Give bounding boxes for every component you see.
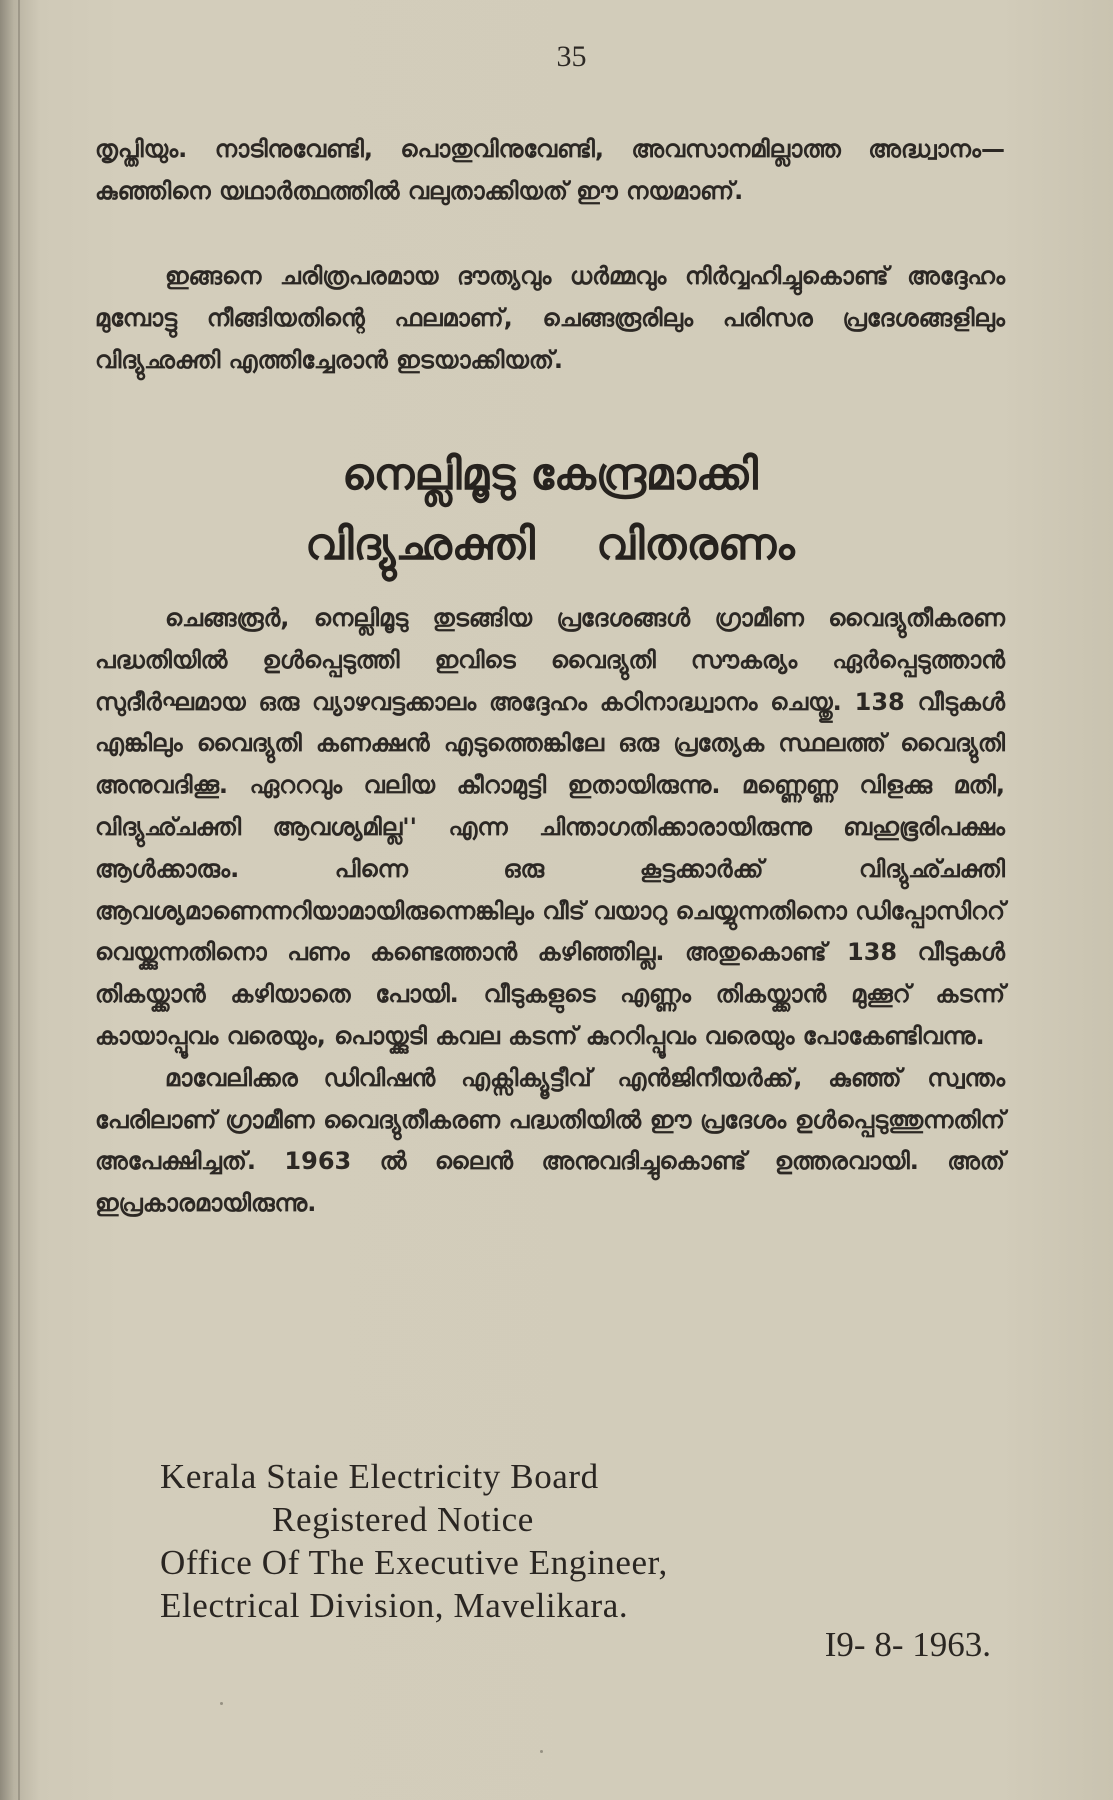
page-number: 35 — [556, 40, 587, 73]
paragraph-text: തൃപ്തിയും. നാടിനുവേണ്ടി, പൊതുവിനുവേണ്ടി, അവസാനമില്ലാത്ത അദ്ധ്വാനം—കുഞ്ഞിനെ യഥാർത്ഥത്തിൽ വലുതാക്കിയത് ഈ നയമാണ്. — [95, 135, 1005, 205]
paragraph-continuation — [95, 128, 1005, 212]
paper-speck — [540, 1750, 543, 1753]
section-body — [95, 598, 1005, 1225]
kseb-notice-header — [160, 1455, 668, 1627]
paragraph-text: ഇങ്ങനെ ചരിത്രപരമായ ദൗത്യവും ധർമ്മവും നിർവ്വഹിച്ചുകൊണ്ട് അദ്ദേഹം മുമ്പോട്ടു നീങ്ങിയതിന്റെ ഫലമാണ്, ചെങ്ങരൂരിലും പരിസര പ്രദേശങ്ങളിലും വിദ്യുഛക്തി എത്തിച്ചേരാൻ ഇടയാക്കിയത്. — [95, 262, 1005, 374]
heading-line-2: വിദ്യുഛക്തി വിതരണം — [305, 519, 795, 570]
binding-gutter — [18, 0, 20, 1800]
notice-division: Electrical Division, Mavelikara. — [160, 1586, 629, 1625]
notice-office: Office Of The Executive Engineer, — [160, 1543, 668, 1582]
notice-date: I9- 8- 1963. — [824, 1625, 991, 1664]
notice-type: Registered Notice — [272, 1500, 534, 1539]
notice-org: Kerala Staie Electricity Board — [160, 1457, 599, 1496]
section-heading — [95, 440, 1005, 580]
paragraph-application: മാവേലിക്കര ഡിവിഷൻ എക്സിക്യൂട്ടീവ് എൻജിനീയർക്ക്, കുഞ്ഞ് സ്വന്തം പേരിലാണ് ഗ്രാമീണ വൈദ്യുതീകരണ പദ്ധതിയിൽ ഈ പ്രദേശം ഉൾപ്പെടുത്തുന്നതിന് അപേക്ഷിച്ചത്. 1963 ൽ ലൈൻ അനുവദിച്ചുകൊണ്ട് ഉത്തരവായി. അത് ഇപ്രകാരമായിരുന്നു. — [95, 1063, 1005, 1218]
paper-speck — [220, 1702, 223, 1705]
heading-line-1: നെല്ലിമൂടു കേന്ദ്രമാക്കി — [342, 449, 758, 500]
paragraph-mission — [95, 255, 1005, 381]
paragraph-electrification: ചെങ്ങരൂർ, നെല്ലിമൂടു തുടങ്ങിയ പ്രദേശങ്ങൾ ഗ്രാമീണ വൈദ്യുതീകരണ പദ്ധതിയിൽ ഉൾപ്പെടുത്തി ഇവിടെ വൈദ്യുതി സൗകര്യം ഏർപ്പെടുത്താൻ സുദീർഘമായ ഒരു വ്യാഴവട്ടക്കാലം അദ്ദേഹം കഠിനാദ്ധ്വാനം ചെയ്തു. 138 വീടുകൾ എങ്കിലും വൈദ്യുതി കണക്ഷൻ എടുത്തെങ്കിലേ ഒരു പ്രത്യേക സ്ഥലത്ത് വൈദ്യുതി അനുവദിക്കൂ. ഏററവും വലിയ കീറാമുട്ടി ഇതായിരുന്നു. മണ്ണെണ്ണ വിളക്കു മതി, വിദ്യുഛ്ചക്തി ആവശ്യമില്ല'' എന്ന ചിന്താഗതിക്കാരായിരുന്നു ബഹുഭൂരിപക്ഷം ആൾക്കാരും. പിന്നെ ഒരു കൂട്ടക്കാർക്ക് വിദ്യുഛ്ചക്തി ആവശ്യമാണെന്നറിയാമായിരുന്നെങ്കിലും വീട് വയാറു ചെയ്യുന്നതിനൊ ഡിപ്പോസിററ് വെയ്ക്കുന്നതിനൊ പണം കണ്ടെത്താൻ കഴിഞ്ഞില്ല. അതുകൊണ്ട് 138 വീടുകൾ തികയ്ക്കാൻ കഴിയാതെ പോയി. വീടുകളുടെ എണ്ണം തികയ്ക്കാൻ മുക്കൂറ് കടന്ന് കായാപ്പൂവം വരെയും, പൊയ്ക്കുടി കവല കടന്ന് കുററിപ്പൂവം വരെയും പോകേണ്ടിവന്നു. — [95, 604, 1005, 1050]
